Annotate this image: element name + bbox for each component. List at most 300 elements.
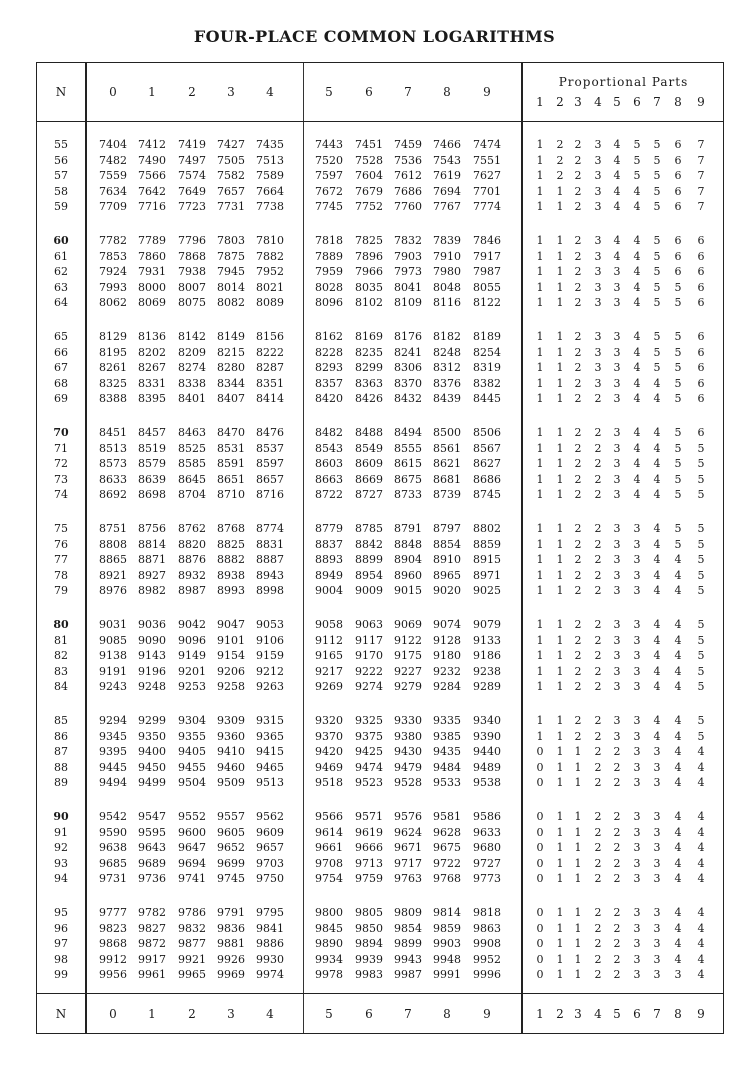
- row-n: 60: [53, 234, 69, 247]
- mantissa-cell: 9633: [473, 825, 501, 839]
- pp-cell: 4: [653, 649, 661, 663]
- pp-cell: 1: [536, 265, 544, 279]
- mantissa-cell: 8344: [217, 376, 245, 390]
- mantissa-cell: 8681: [433, 472, 461, 486]
- mantissa-cell: 8585: [178, 457, 206, 471]
- row-n: 65: [54, 330, 68, 343]
- pp-cell: 4: [653, 376, 661, 390]
- row-n: 78: [54, 568, 68, 582]
- pp-cell: 4: [653, 522, 661, 535]
- footer-pp-col-9: 9: [697, 1007, 705, 1021]
- mantissa-cell: 8768: [217, 522, 245, 535]
- pp-cell: 4: [697, 841, 705, 855]
- pp-cell: 1: [536, 729, 544, 743]
- mantissa-cell: 7789: [138, 234, 166, 247]
- row-n: 98: [54, 952, 68, 966]
- header-col-4: 4: [266, 85, 274, 99]
- pp-cell: 3: [633, 776, 641, 790]
- mantissa-cell: 8820: [178, 537, 206, 551]
- mantissa-cell: 9841: [256, 921, 284, 935]
- pp-cell: 2: [594, 664, 602, 678]
- pp-cell: 4: [674, 937, 682, 951]
- pp-cell: 5: [674, 488, 682, 502]
- pp-cell: 3: [653, 968, 661, 982]
- mantissa-cell: 9405: [178, 745, 206, 759]
- mantissa-cell: 9440: [473, 745, 501, 759]
- pp-cell: 4: [674, 618, 682, 631]
- mantissa-cell: 9320: [315, 714, 343, 727]
- pp-cell: 4: [633, 200, 641, 214]
- pp-cell: 3: [594, 345, 602, 359]
- pp-cell: 4: [633, 426, 641, 439]
- pp-cell: 1: [556, 760, 564, 774]
- pp-cell: 2: [574, 138, 582, 151]
- pp-cell: 2: [613, 745, 621, 759]
- row-n: 95: [54, 906, 68, 919]
- pp-cell: 3: [594, 169, 602, 183]
- pp-cell: 5: [697, 537, 705, 551]
- pp-cell: 1: [574, 906, 582, 919]
- pp-cell: 3: [594, 153, 602, 167]
- pp-cell: 2: [574, 664, 582, 678]
- pp-cell: 4: [674, 906, 682, 919]
- pp-cell: 4: [613, 138, 621, 151]
- mantissa-cell: 9786: [178, 906, 206, 919]
- mantissa-cell: 8987: [178, 584, 206, 598]
- pp-cell: 5: [697, 714, 705, 727]
- pp-cell: 5: [653, 249, 661, 263]
- mantissa-cell: 8055: [473, 280, 501, 294]
- mantissa-cell: 9694: [178, 856, 206, 870]
- pp-cell: 7: [697, 200, 705, 214]
- pp-cell: 3: [613, 280, 621, 294]
- pp-cell: 1: [556, 825, 564, 839]
- pp-cell: 3: [613, 361, 621, 375]
- mantissa-cell: 9868: [99, 937, 127, 951]
- mantissa-cell: 9791: [217, 906, 245, 919]
- page-title: FOUR-PLACE COMMON LOGARITHMS: [193, 27, 556, 46]
- pp-cell: 6: [674, 138, 682, 151]
- pp-cell: 5: [633, 169, 641, 183]
- mantissa-cell: 9484: [433, 760, 461, 774]
- mantissa-cell: 7520: [315, 153, 343, 167]
- mantissa-cell: 9713: [355, 856, 383, 870]
- mantissa-cell: 8041: [394, 280, 422, 294]
- mantissa-cell: 7694: [433, 184, 461, 198]
- pp-cell: 5: [674, 426, 682, 439]
- row-n: 63: [54, 280, 68, 294]
- pp-cell: 7: [697, 138, 705, 151]
- pp-cell: 0: [536, 952, 544, 966]
- mantissa-cell: 7664: [256, 184, 284, 198]
- pp-cell: 6: [697, 392, 705, 406]
- pp-cell: 2: [556, 169, 564, 183]
- mantissa-cell: 9528: [394, 776, 422, 790]
- mantissa-cell: 9175: [394, 649, 422, 663]
- mantissa-cell: 7860: [138, 249, 166, 263]
- mantissa-cell: 9025: [473, 584, 501, 598]
- mantissa-cell: 9096: [178, 633, 206, 647]
- mantissa-cell: 9015: [394, 584, 422, 598]
- pp-cell: 4: [633, 392, 641, 406]
- mantissa-cell: 9926: [217, 952, 245, 966]
- pp-cell: 1: [574, 760, 582, 774]
- pp-cell: 3: [653, 952, 661, 966]
- mantissa-cell: 7574: [178, 169, 206, 183]
- pp-cell: 0: [536, 921, 544, 935]
- mantissa-cell: 9058: [315, 618, 343, 631]
- mantissa-cell: 8965: [433, 568, 461, 582]
- mantissa-cell: 8351: [256, 376, 284, 390]
- pp-cell: 1: [574, 841, 582, 855]
- pp-cell: 2: [594, 745, 602, 759]
- mantissa-cell: 7443: [315, 138, 343, 151]
- pp-cell: 1: [574, 872, 582, 886]
- pp-cell: 1: [556, 872, 564, 886]
- mantissa-cell: 7466: [433, 138, 461, 151]
- mantissa-cell: 9703: [256, 856, 284, 870]
- footer-col-4: 4: [266, 1007, 274, 1021]
- pp-cell: 4: [697, 825, 705, 839]
- pp-cell: 6: [697, 296, 705, 310]
- mantissa-cell: 7672: [315, 184, 343, 198]
- mantissa-cell: 7952: [256, 265, 284, 279]
- pp-cell: 4: [613, 234, 621, 247]
- mantissa-cell: 7723: [178, 200, 206, 214]
- pp-cell: 5: [653, 184, 661, 198]
- pp-cell: 2: [574, 169, 582, 183]
- pp-cell: 1: [574, 810, 582, 823]
- row-n: 62: [54, 265, 68, 279]
- pp-cell: 2: [594, 537, 602, 551]
- pp-cell: 3: [594, 234, 602, 247]
- mantissa-cell: 9518: [315, 776, 343, 790]
- pp-cell: 2: [594, 457, 602, 471]
- mantissa-cell: 8395: [138, 392, 166, 406]
- pp-cell: 5: [697, 568, 705, 582]
- mantissa-cell: 8639: [138, 472, 166, 486]
- mantissa-cell: 7412: [138, 138, 166, 151]
- pp-cell: 2: [574, 392, 582, 406]
- pp-cell: 1: [556, 664, 564, 678]
- pp-cell: 5: [653, 169, 661, 183]
- mantissa-cell: 8306: [394, 361, 422, 375]
- pp-cell: 4: [674, 825, 682, 839]
- mantissa-cell: 9619: [355, 825, 383, 839]
- mantissa-cell: 8831: [256, 537, 284, 551]
- mantissa-cell: 8915: [473, 553, 501, 567]
- mantissa-cell: 9850: [355, 921, 383, 935]
- pp-cell: 3: [633, 921, 641, 935]
- footer-col-5: 5: [325, 1007, 333, 1021]
- mantissa-cell: 8561: [433, 441, 461, 455]
- mantissa-cell: 7931: [138, 265, 166, 279]
- mantissa-cell: 9533: [433, 776, 461, 790]
- mantissa-cell: 8645: [178, 472, 206, 486]
- mantissa-cell: 8904: [394, 553, 422, 567]
- pp-cell: 1: [556, 441, 564, 455]
- pp-cell: 6: [674, 249, 682, 263]
- mantissa-cell: 9800: [315, 906, 343, 919]
- mantissa-cell: 9186: [473, 649, 501, 663]
- mantissa-cell: 9832: [178, 921, 206, 935]
- mantissa-cell: 9206: [217, 664, 245, 678]
- pp-cell: 2: [594, 618, 602, 631]
- pp-cell: 1: [556, 906, 564, 919]
- pp-cell: 5: [697, 729, 705, 743]
- mantissa-cell: 9042: [178, 618, 206, 631]
- mantissa-cell: 9053: [256, 618, 284, 631]
- mantissa-cell: 7987: [473, 265, 501, 279]
- pp-cell: 2: [574, 265, 582, 279]
- pp-cell: 5: [674, 537, 682, 551]
- mantissa-cell: 8537: [256, 441, 284, 455]
- pp-cell: 3: [594, 376, 602, 390]
- mantissa-cell: 7782: [99, 234, 127, 247]
- pp-cell: 1: [536, 584, 544, 598]
- mantissa-cell: 9917: [138, 952, 166, 966]
- mantissa-cell: 9509: [217, 776, 245, 790]
- pp-cell: 5: [653, 138, 661, 151]
- pp-cell: 4: [697, 937, 705, 951]
- pp-cell: 3: [613, 265, 621, 279]
- mantissa-cell: 9289: [473, 680, 501, 694]
- mantissa-cell: 9814: [433, 906, 461, 919]
- mantissa-cell: 9191: [99, 664, 127, 678]
- pp-cell: 1: [536, 200, 544, 214]
- pp-cell: 5: [697, 584, 705, 598]
- pp-cell: 1: [536, 376, 544, 390]
- mantissa-cell: 9138: [99, 649, 127, 663]
- row-n: 79: [54, 584, 68, 598]
- pp-cell: 4: [613, 169, 621, 183]
- mantissa-cell: 8854: [433, 537, 461, 551]
- mantissa-cell: 9499: [138, 776, 166, 790]
- mantissa-cell: 9956: [99, 968, 127, 982]
- pp-cell: 1: [536, 153, 544, 167]
- pp-cell: 4: [697, 906, 705, 919]
- mantissa-cell: 9479: [394, 760, 422, 774]
- mantissa-cell: 9074: [433, 618, 461, 631]
- pp-cell: 1: [536, 522, 544, 535]
- pp-cell: 1: [556, 745, 564, 759]
- pp-cell: 2: [574, 296, 582, 310]
- mantissa-cell: 7796: [178, 234, 206, 247]
- pp-cell: 3: [633, 906, 641, 919]
- pp-cell: 1: [536, 618, 544, 631]
- mantissa-cell: 9586: [473, 810, 501, 823]
- pp-cell: 1: [556, 714, 564, 727]
- row-n: 72: [54, 457, 68, 471]
- pp-cell: 4: [653, 441, 661, 455]
- mantissa-cell: 9566: [315, 810, 343, 823]
- mantissa-cell: 9859: [433, 921, 461, 935]
- pp-cell: 0: [536, 841, 544, 855]
- mantissa-cell: 8382: [473, 376, 501, 390]
- mantissa-cell: 8215: [217, 345, 245, 359]
- mantissa-cell: 9978: [315, 968, 343, 982]
- pp-cell: 3: [613, 376, 621, 390]
- row-n: 96: [54, 921, 68, 935]
- mantissa-cell: 9430: [394, 745, 422, 759]
- mantissa-cell: 7882: [256, 249, 284, 263]
- pp-cell: 5: [674, 345, 682, 359]
- row-n: 87: [54, 745, 68, 759]
- mantissa-cell: 9253: [178, 680, 206, 694]
- mantissa-cell: 9170: [355, 649, 383, 663]
- mantissa-cell: 8597: [256, 457, 284, 471]
- pp-cell: 4: [697, 872, 705, 886]
- pp-cell: 6: [674, 200, 682, 214]
- mantissa-cell: 9722: [433, 856, 461, 870]
- pp-cell: 2: [574, 249, 582, 263]
- pp-cell: 3: [633, 872, 641, 886]
- row-n: 83: [54, 664, 68, 678]
- pp-cell: 2: [574, 488, 582, 502]
- mantissa-cell: 9385: [433, 729, 461, 743]
- pp-cell: 1: [536, 169, 544, 183]
- mantissa-cell: 9143: [138, 649, 166, 663]
- pp-cell: 3: [633, 841, 641, 855]
- mantissa-cell: 7589: [256, 169, 284, 183]
- pp-cell: 1: [556, 200, 564, 214]
- mantissa-cell: 9552: [178, 810, 206, 823]
- footer-n-label: N: [55, 1007, 67, 1021]
- mantissa-cell: 8274: [178, 361, 206, 375]
- pp-cell: 5: [674, 330, 682, 343]
- header-pp-col-8: 8: [674, 95, 682, 109]
- pp-cell: 4: [674, 714, 682, 727]
- mantissa-cell: 8182: [433, 330, 461, 343]
- pp-cell: 0: [536, 937, 544, 951]
- mantissa-cell: 9196: [138, 664, 166, 678]
- pp-cell: 4: [653, 633, 661, 647]
- pp-cell: 2: [574, 234, 582, 247]
- mantissa-cell: 9628: [433, 825, 461, 839]
- mantissa-cell: 8657: [256, 472, 284, 486]
- mantissa-cell: 8615: [394, 457, 422, 471]
- mantissa-cell: 8254: [473, 345, 501, 359]
- mantissa-cell: 9921: [178, 952, 206, 966]
- mantissa-cell: 9294: [99, 714, 127, 727]
- mantissa-cell: 9952: [473, 952, 501, 966]
- pp-cell: 1: [536, 234, 544, 247]
- pp-cell: 2: [594, 522, 602, 535]
- mantissa-cell: 8797: [433, 522, 461, 535]
- row-n: 66: [54, 345, 68, 359]
- pp-cell: 5: [697, 441, 705, 455]
- mantissa-cell: 8494: [394, 426, 422, 439]
- mantissa-cell: 9571: [355, 810, 383, 823]
- pp-cell: 1: [536, 568, 544, 582]
- mantissa-cell: 7980: [433, 265, 461, 279]
- mantissa-cell: 9805: [355, 906, 383, 919]
- pp-cell: 3: [633, 664, 641, 678]
- mantissa-cell: 8733: [394, 488, 422, 502]
- header-col-1: 1: [148, 85, 156, 99]
- mantissa-cell: 7966: [355, 265, 383, 279]
- mantissa-cell: 9903: [433, 937, 461, 951]
- pp-cell: 2: [574, 618, 582, 631]
- mantissa-cell: 8075: [178, 296, 206, 310]
- pp-cell: 1: [536, 553, 544, 567]
- mantissa-cell: 8470: [217, 426, 245, 439]
- mantissa-cell: 8927: [138, 568, 166, 582]
- pp-cell: 5: [653, 234, 661, 247]
- mantissa-cell: 8543: [315, 441, 343, 455]
- pp-cell: 4: [674, 776, 682, 790]
- mantissa-cell: 7803: [217, 234, 245, 247]
- pp-cell: 1: [536, 472, 544, 486]
- mantissa-cell: 8338: [178, 376, 206, 390]
- pp-cell: 0: [536, 906, 544, 919]
- mantissa-cell: 8785: [355, 522, 383, 535]
- mantissa-cell: 8825: [217, 537, 245, 551]
- mantissa-cell: 9465: [256, 760, 284, 774]
- mantissa-cell: 8209: [178, 345, 206, 359]
- mantissa-cell: 9562: [256, 810, 284, 823]
- pp-cell: 1: [536, 426, 544, 439]
- pp-cell: 3: [653, 825, 661, 839]
- pp-cell: 7: [697, 169, 705, 183]
- pp-cell: 5: [674, 472, 682, 486]
- pp-cell: 2: [613, 841, 621, 855]
- pp-cell: 3: [613, 472, 621, 486]
- mantissa-cell: 9689: [138, 856, 166, 870]
- mantissa-cell: 9489: [473, 760, 501, 774]
- mantissa-cell: 9768: [433, 872, 461, 886]
- pp-cell: 4: [633, 249, 641, 263]
- mantissa-cell: 8513: [99, 441, 127, 455]
- mantissa-cell: 7924: [99, 265, 127, 279]
- pp-cell: 2: [613, 952, 621, 966]
- mantissa-cell: 8802: [473, 522, 501, 535]
- pp-cell: 6: [697, 376, 705, 390]
- pp-cell: 2: [574, 537, 582, 551]
- mantissa-cell: 9624: [394, 825, 422, 839]
- row-n: 80: [53, 618, 69, 631]
- mantissa-cell: 9661: [315, 841, 343, 855]
- mantissa-cell: 8319: [473, 361, 501, 375]
- pp-cell: 4: [653, 457, 661, 471]
- row-n: 69: [54, 392, 68, 406]
- mantissa-cell: 8549: [355, 441, 383, 455]
- pp-cell: 5: [674, 280, 682, 294]
- mantissa-cell: 9036: [138, 618, 166, 631]
- mantissa-cell: 8663: [315, 472, 343, 486]
- pp-cell: 3: [653, 921, 661, 935]
- pp-cell: 2: [594, 825, 602, 839]
- pp-cell: 5: [697, 488, 705, 502]
- mantissa-cell: 9881: [217, 937, 245, 951]
- pp-cell: 3: [594, 138, 602, 151]
- mantissa-cell: 9671: [394, 841, 422, 855]
- pp-cell: 1: [556, 584, 564, 598]
- header-pp-col-4: 4: [594, 95, 602, 109]
- mantissa-cell: 8762: [178, 522, 206, 535]
- mantissa-cell: 9380: [394, 729, 422, 743]
- pp-cell: 4: [674, 664, 682, 678]
- pp-cell: 3: [653, 745, 661, 759]
- mantissa-cell: 9159: [256, 649, 284, 663]
- pp-cell: 4: [633, 457, 641, 471]
- mantissa-cell: 8727: [355, 488, 383, 502]
- mantissa-cell: 8871: [138, 553, 166, 567]
- pp-cell: 3: [613, 729, 621, 743]
- mantissa-cell: 8451: [99, 426, 127, 439]
- mantissa-cell: 9877: [178, 937, 206, 951]
- pp-cell: 4: [674, 760, 682, 774]
